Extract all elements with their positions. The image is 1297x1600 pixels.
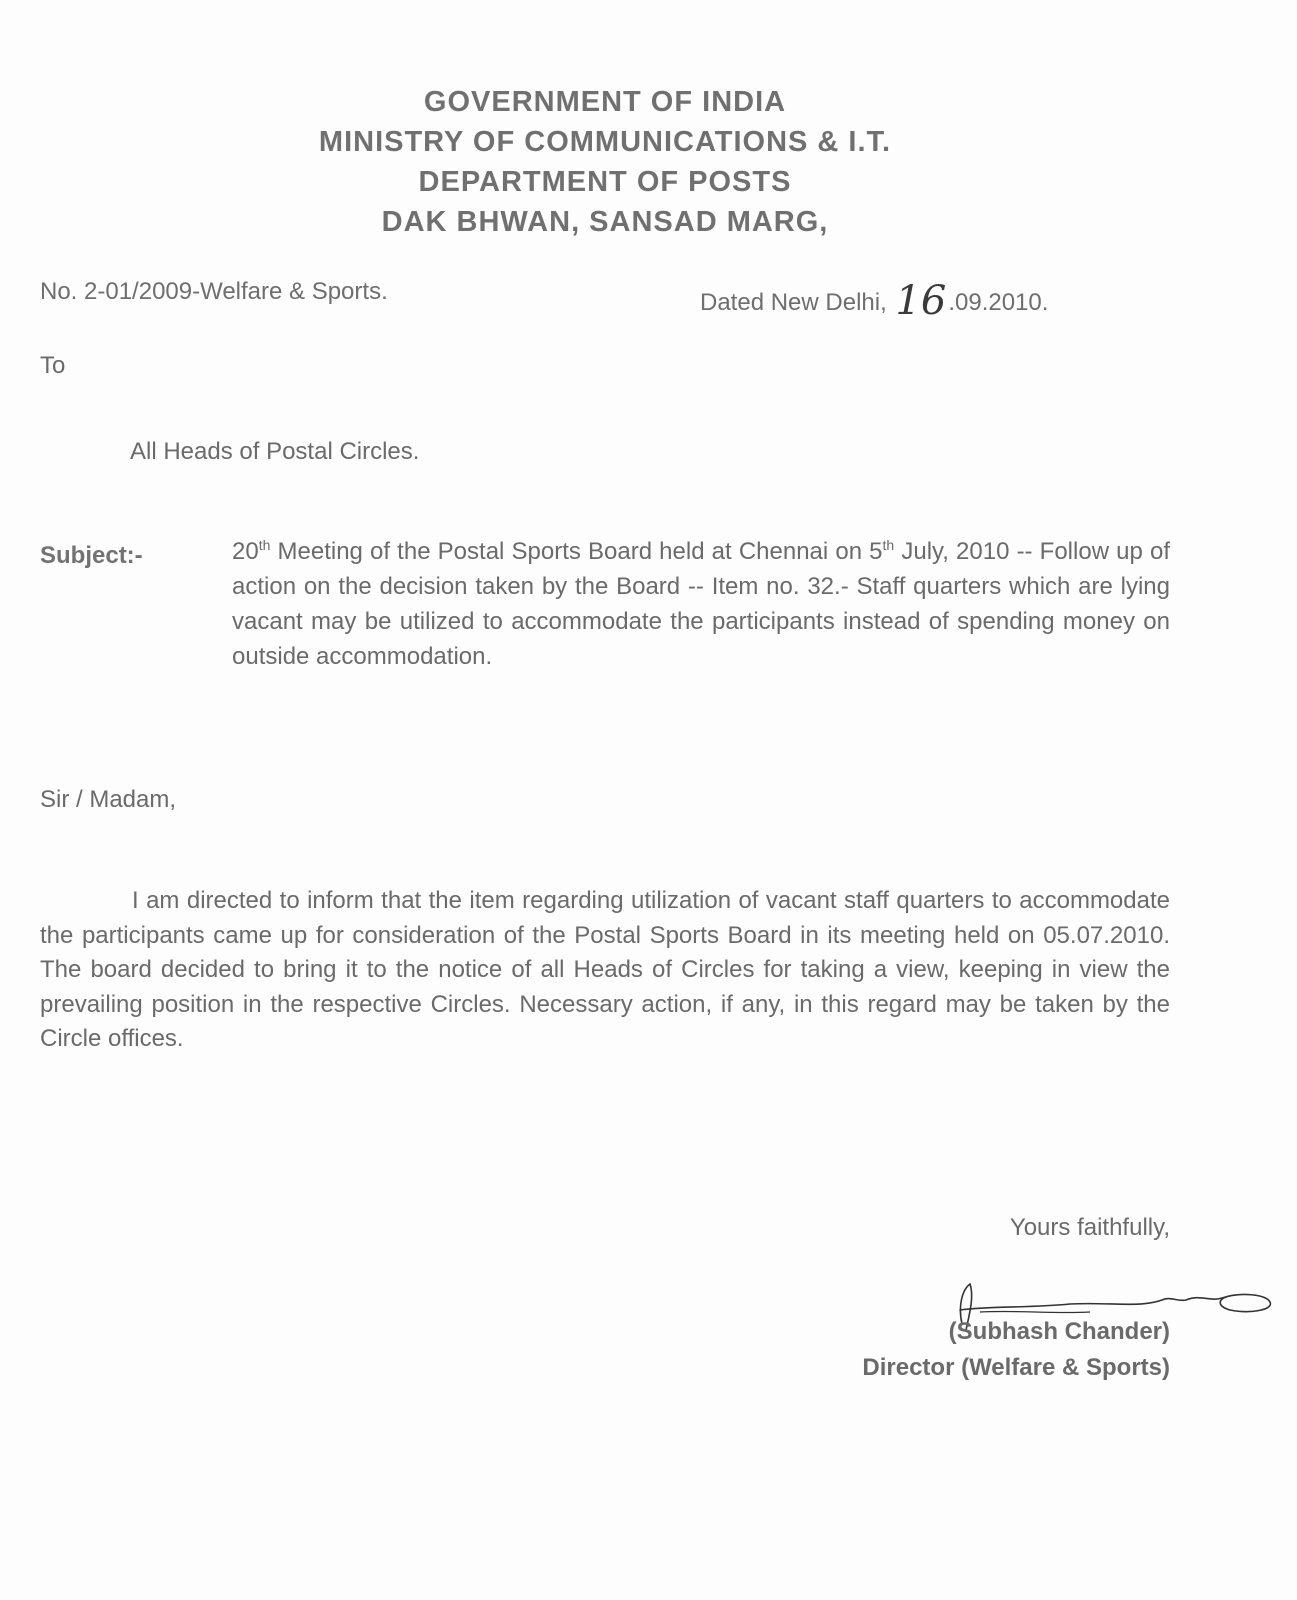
subject-part1: Meeting of the Postal Sports Board held at Chennai on 5 <box>270 538 883 565</box>
date-suffix: .09.2010. <box>948 289 1049 316</box>
subject-ordinal: 20 <box>232 538 259 565</box>
date-day-handwritten: 16 <box>895 278 947 324</box>
signatory-title: Director (Welfare & Sports) <box>862 1354 1170 1381</box>
letterhead-department: DEPARTMENT OF POSTS <box>418 166 792 198</box>
letterhead-government: GOVERNMENT OF INDIA <box>423 86 787 118</box>
to-label: To <box>40 352 66 379</box>
subject-label: Subject:- <box>40 542 143 569</box>
subject-part2: July, 2010 -- Follow up of action on the decision taken by the Board -- Item no. 32.- Staff quarters which are lying vacant may be utilized to accommodate the participants instead of spending money on outside accommodation. <box>232 538 1170 670</box>
letterhead-address: DAK BHWAN, SANSAD MARG, <box>381 206 829 238</box>
subject-date-sup: th <box>882 537 895 553</box>
letterhead-ministry: MINISTRY OF COMMUNICATIONS & I.T. <box>318 126 892 158</box>
reference-number: No. 2-01/2009-Welfare & Sports. <box>40 278 388 305</box>
body-paragraph: I am directed to inform that the item regarding utilization of vacant staff quarters to accommodate the participants came up for consideration of the Postal Sports Board in its meeting held on 05.07.2010. The board decided to bring it to the notice of all Heads of Circles for taking a view, keeping in view the prevailing position in the respective Circles. Necessary action, if any, in this regard may be taken by the Circle offices. <box>40 887 1170 1052</box>
letterhead <box>0 82 1210 242</box>
addressee: All Heads of Postal Circles. <box>130 438 420 465</box>
subject-text <box>232 534 1170 674</box>
closing: Yours faithfully, <box>1009 1214 1170 1241</box>
subject-ordinal-sup: th <box>258 537 271 553</box>
signatory-name: (Subhash Chander) <box>948 1318 1170 1345</box>
salutation: Sir / Madam, <box>40 786 177 813</box>
date-prefix: Dated New Delhi, <box>700 289 887 316</box>
letter-date <box>700 278 1048 324</box>
